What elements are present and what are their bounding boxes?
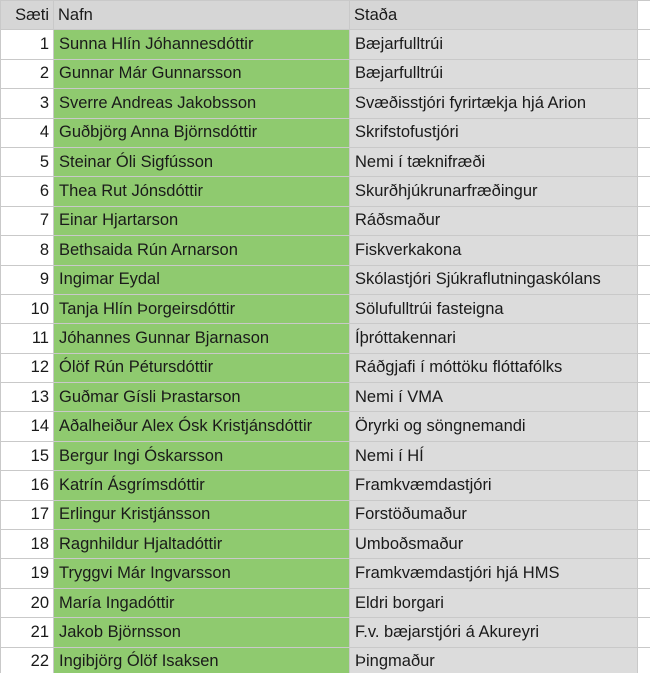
role-cell[interactable]: Umboðsmaður: [350, 530, 638, 559]
table-row: [1, 236, 650, 265]
table-row: [1, 206, 650, 235]
saeti-cell[interactable]: 6: [1, 177, 54, 206]
saeti-cell[interactable]: 4: [1, 118, 54, 147]
role-cell[interactable]: Öryrki og söngnemandi: [350, 412, 638, 441]
saeti-cell[interactable]: 22: [1, 647, 54, 673]
saeti-cell[interactable]: 8: [1, 236, 54, 265]
empty-cell[interactable]: [638, 500, 650, 529]
name-cell[interactable]: Ólöf Rún Pétursdóttir: [54, 353, 350, 382]
table-row: [1, 559, 650, 588]
empty-cell[interactable]: [638, 471, 650, 500]
role-cell[interactable]: Framkvæmdastjóri hjá HMS: [350, 559, 638, 588]
table-row: [1, 530, 650, 559]
table-row: [1, 59, 650, 88]
empty-cell[interactable]: [638, 294, 650, 323]
name-cell[interactable]: Aðalheiður Alex Ósk Kristjánsdóttir: [54, 412, 350, 441]
table-row: [1, 265, 650, 294]
name-cell[interactable]: Jóhannes Gunnar Bjarnason: [54, 324, 350, 353]
header-saeti[interactable]: Sæti: [1, 1, 54, 30]
name-cell[interactable]: Bergur Ingi Óskarsson: [54, 441, 350, 470]
role-cell[interactable]: Fiskverkakona: [350, 236, 638, 265]
table-row: [1, 118, 650, 147]
empty-cell[interactable]: [638, 412, 650, 441]
role-cell[interactable]: Skurðhjúkrunarfræðingur: [350, 177, 638, 206]
saeti-cell[interactable]: 13: [1, 383, 54, 412]
saeti-cell[interactable]: 1: [1, 30, 54, 59]
name-cell[interactable]: Ragnhildur Hjaltadóttir: [54, 530, 350, 559]
empty-cell[interactable]: [638, 118, 650, 147]
header-empty-cell[interactable]: [638, 1, 650, 30]
role-cell[interactable]: Ráðsmaður: [350, 206, 638, 235]
saeti-cell[interactable]: 21: [1, 618, 54, 647]
table-row: [1, 588, 650, 617]
empty-cell[interactable]: [638, 383, 650, 412]
role-cell[interactable]: Nemi í VMA: [350, 383, 638, 412]
name-cell[interactable]: María Ingadóttir: [54, 588, 350, 617]
empty-cell[interactable]: [638, 559, 650, 588]
saeti-cell[interactable]: 7: [1, 206, 54, 235]
name-cell[interactable]: Ingibjörg Ólöf Isaksen: [54, 647, 350, 673]
name-cell[interactable]: Gunnar Már Gunnarsson: [54, 59, 350, 88]
role-cell[interactable]: Forstöðumaður: [350, 500, 638, 529]
role-cell[interactable]: Ráðgjafi í móttöku flóttafólks: [350, 353, 638, 382]
table-row: [1, 147, 650, 176]
empty-cell[interactable]: [638, 177, 650, 206]
saeti-cell[interactable]: 11: [1, 324, 54, 353]
saeti-cell[interactable]: 17: [1, 500, 54, 529]
empty-cell[interactable]: [638, 353, 650, 382]
saeti-cell[interactable]: 9: [1, 265, 54, 294]
table-row: [1, 30, 650, 59]
empty-cell[interactable]: [638, 59, 650, 88]
empty-cell[interactable]: [638, 147, 650, 176]
header-stada[interactable]: Staða: [350, 1, 638, 30]
header-row: [1, 1, 650, 30]
role-cell[interactable]: Íþróttakennari: [350, 324, 638, 353]
saeti-cell[interactable]: 18: [1, 530, 54, 559]
name-cell[interactable]: Sunna Hlín Jóhannesdóttir: [54, 30, 350, 59]
table-row: [1, 647, 650, 673]
empty-cell[interactable]: [638, 441, 650, 470]
table-row: [1, 500, 650, 529]
empty-cell[interactable]: [638, 588, 650, 617]
role-cell[interactable]: Skrifstofustjóri: [350, 118, 638, 147]
saeti-cell[interactable]: 20: [1, 588, 54, 617]
empty-cell[interactable]: [638, 89, 650, 118]
name-cell[interactable]: Ingimar Eydal: [54, 265, 350, 294]
empty-cell[interactable]: [638, 647, 650, 673]
table-row: [1, 412, 650, 441]
role-cell[interactable]: Eldri borgari: [350, 588, 638, 617]
role-cell[interactable]: Bæjarfulltrúi: [350, 59, 638, 88]
header-nafn[interactable]: Nafn: [54, 1, 350, 30]
name-cell[interactable]: Bethsaida Rún Arnarson: [54, 236, 350, 265]
empty-cell[interactable]: [638, 530, 650, 559]
role-cell[interactable]: Svæðisstjóri fyrirtækja hjá Arion: [350, 89, 638, 118]
table-row: [1, 177, 650, 206]
role-cell[interactable]: Bæjarfulltrúi: [350, 30, 638, 59]
name-cell[interactable]: Tryggvi Már Ingvarsson: [54, 559, 350, 588]
saeti-cell[interactable]: 16: [1, 471, 54, 500]
table-row: [1, 441, 650, 470]
empty-cell[interactable]: [638, 30, 650, 59]
role-cell[interactable]: Sölufulltrúi fasteigna: [350, 294, 638, 323]
table-row: [1, 353, 650, 382]
table-row: [1, 294, 650, 323]
name-cell[interactable]: Steinar Óli Sigfússon: [54, 147, 350, 176]
saeti-cell[interactable]: 10: [1, 294, 54, 323]
saeti-cell[interactable]: 15: [1, 441, 54, 470]
role-cell[interactable]: Þingmaður: [350, 647, 638, 673]
empty-cell[interactable]: [638, 618, 650, 647]
saeti-cell[interactable]: 2: [1, 59, 54, 88]
name-cell[interactable]: Katrín Ásgrímsdóttir: [54, 471, 350, 500]
saeti-cell[interactable]: 19: [1, 559, 54, 588]
empty-cell[interactable]: [638, 324, 650, 353]
saeti-cell[interactable]: 14: [1, 412, 54, 441]
table-row: [1, 618, 650, 647]
name-cell[interactable]: Tanja Hlín Þorgeirsdóttir: [54, 294, 350, 323]
role-cell[interactable]: Nemi í tæknifræði: [350, 147, 638, 176]
empty-cell[interactable]: [638, 265, 650, 294]
empty-cell[interactable]: [638, 236, 650, 265]
name-cell[interactable]: Sverre Andreas Jakobsson: [54, 89, 350, 118]
table-body: [1, 30, 650, 673]
role-cell[interactable]: Nemi í HÍ: [350, 441, 638, 470]
name-cell[interactable]: Erlingur Kristjánsson: [54, 500, 350, 529]
role-cell[interactable]: Framkvæmdastjóri: [350, 471, 638, 500]
empty-cell[interactable]: [638, 206, 650, 235]
saeti-cell[interactable]: 3: [1, 89, 54, 118]
role-cell[interactable]: F.v. bæjarstjóri á Akureyri: [350, 618, 638, 647]
name-cell[interactable]: Jakob Björnsson: [54, 618, 350, 647]
role-cell[interactable]: Skólastjóri Sjúkraflutningaskólans: [350, 265, 638, 294]
table-row: [1, 471, 650, 500]
table-row: [1, 324, 650, 353]
table-row: [1, 89, 650, 118]
table-row: [1, 383, 650, 412]
name-cell[interactable]: Thea Rut Jónsdóttir: [54, 177, 350, 206]
name-cell[interactable]: Einar Hjartarson: [54, 206, 350, 235]
saeti-cell[interactable]: 5: [1, 147, 54, 176]
name-cell[interactable]: Guðmar Gísli Þrastarson: [54, 383, 350, 412]
saeti-cell[interactable]: 12: [1, 353, 54, 382]
name-cell[interactable]: Guðbjörg Anna Björnsdóttir: [54, 118, 350, 147]
